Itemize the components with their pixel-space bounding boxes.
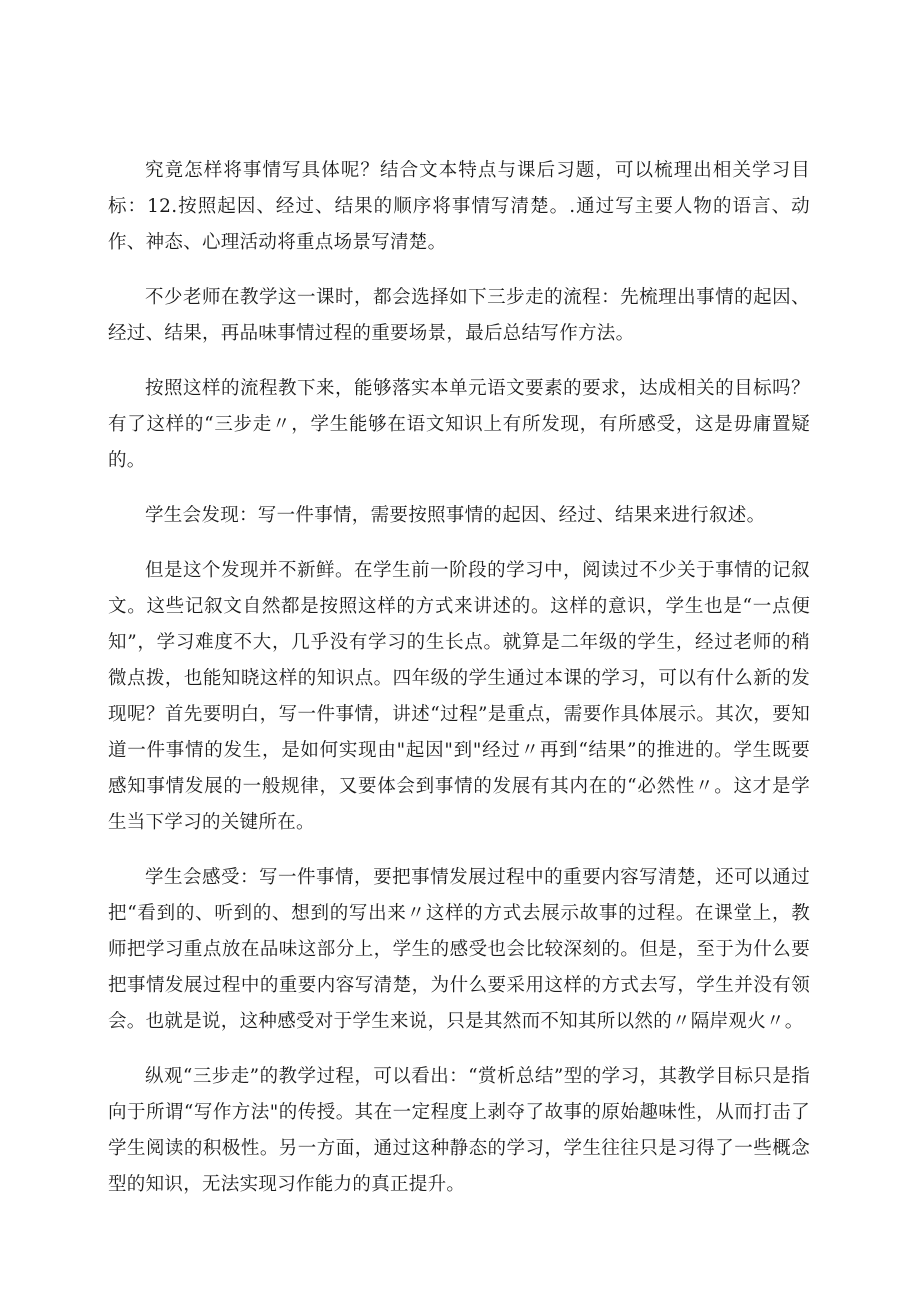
paragraph: 按照这样的流程教下来，能够落实本单元语文要素的要求，达成相关的目标吗？有了这样的“三步走〃，学生能够在语文知识上有所发现，有所感受，这是毋庸置疑的。 [108,378,810,471]
document-body [108,153,810,1222]
paragraph: 学生会感受：写一件事情，要把事情发展过程中的重要内容写清楚，还可以通过把“看到的、听到的、想到的写出来〃这样的方式去展示故事的过程。在课堂上，教师把学习重点放在品味这部分上，学生的感受也会比较深刻的。但是，至于为什么要把事情发展过程中的重要内容写清楚，为什么要采用这样的方式去写，学生并没有领会。也就是说，这种感受对于学生来说，只是其然而不知其所以然的〃隔岸观火〃。 [108,867,810,1032]
paragraph: 纵观“三步走”的教学过程，可以看出：“赏析总结”型的学习，其教学目标只是指向于所谓“写作方法"的传授。其在一定程度上剥夺了故事的原始趣味性，从而打击了学生阅读的积极性。另一方面，通过这种静态的学习，学生往往只是习得了一些概念型的知识，无法实现习作能力的真正提升。 [108,1066,810,1195]
paragraph: 但是这个发现并不新鲜。在学生前一阶段的学习中，阅读过不少关于事情的记叙文。这些记叙文自然都是按照这样的方式来讲述的。这样的意识，学生也是“一点便知”，学习难度不大，几乎没有学习的生长点。就算是二年级的学生，经过老师的稍微点拨，也能知晓这样的知识点。四年级的学生通过本课的学习，可以有什么新的发现呢？首先要明白，写一件事情，讲述“过程”是重点，需要作具体展示。其次，要知道一件事情的发生，是如何实现由"起因"到"经过〃再到“结果”的推进的。学生既要感知事情发展的一般规律，又要体会到事情的发展有其内在的“必然性〃。这才是学生当下学习的关键所在。 [108,560,810,833]
paragraph: 究竟怎样将事情写具体呢？结合文本特点与课后习题，可以梳理出相关学习目标：12.按照起因、经过、结果的顺序将事情写清楚。.通过写主要人物的语言、动作、神态、心理活动将重点场景写清楚。 [108,160,810,253]
paragraph: 不少老师在教学这一课时，都会选择如下三步走的流程：先梳理出事情的起因、经过、结果，再品味事情过程的重要场景，最后总结写作方法。 [108,287,810,344]
paragraph: 学生会发现：写一件事情，需要按照事情的起因、经过、结果来进行叙述。 [145,505,766,526]
